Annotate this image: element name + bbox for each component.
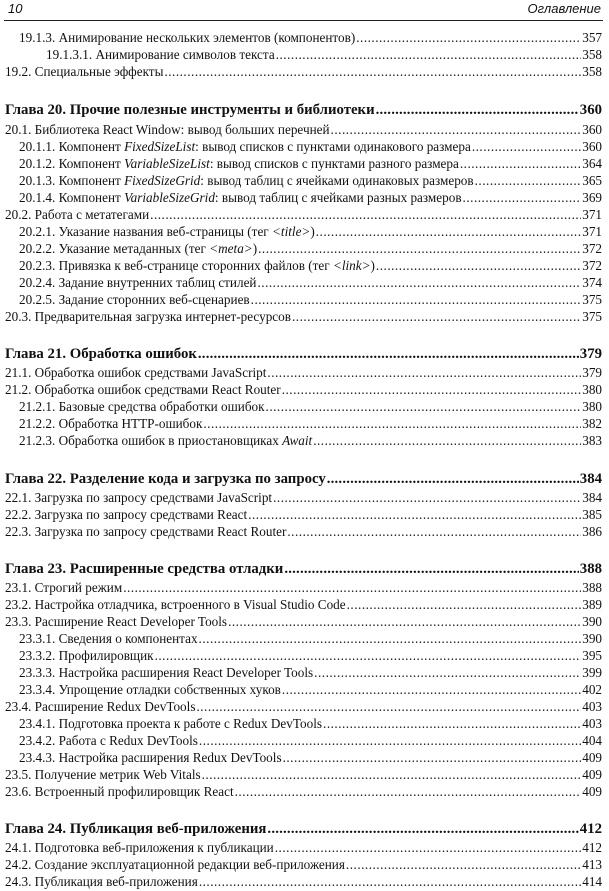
toc-entry <box>0 29 602 47</box>
toc-entry-title <box>5 698 195 716</box>
toc-entry-page: 372 <box>582 241 602 256</box>
toc-entry-title <box>19 291 250 309</box>
toc-entry-page: 364 <box>582 156 602 171</box>
toc-entry-page: 360 <box>582 139 602 154</box>
toc-entry-title-text: ) <box>252 241 258 256</box>
dot-leader <box>327 470 579 488</box>
toc-entry <box>0 308 602 326</box>
toc-entry-title-text: 23.3. Расширение React Developer Tools <box>5 614 228 629</box>
toc-entry-page: 358 <box>582 64 602 79</box>
dot-leader <box>282 681 581 699</box>
toc-entry-page: 371 <box>582 224 602 239</box>
toc-entry-title <box>19 415 202 433</box>
toc-entry-page: 374 <box>582 275 602 290</box>
toc-entry-title-text: Глава 23. Расширенные средства отладки <box>5 561 284 577</box>
toc-entry-page: 390 <box>582 614 602 629</box>
toc-entry-page: 375 <box>582 292 602 307</box>
toc-entry-title-text: 20.2.1. Указание названия веб-страницы (тег <box>19 224 273 239</box>
dot-leader <box>276 46 582 64</box>
toc-entry <box>0 630 602 648</box>
toc-entry <box>0 63 602 81</box>
dot-leader <box>164 63 581 81</box>
toc-entry-page: 358 <box>582 47 602 62</box>
toc-entry-page: 384 <box>582 490 602 505</box>
toc-entry <box>0 381 602 399</box>
dot-leader <box>203 415 581 433</box>
toc-entry <box>0 138 602 156</box>
toc-entry-title <box>5 381 281 399</box>
toc-entry-page: 384 <box>579 471 602 487</box>
dot-leader <box>463 189 582 207</box>
toc-entry-title-italic: VariableSizeGrid <box>124 190 215 205</box>
toc-entry <box>0 856 602 874</box>
toc-entry-page: 369 <box>582 190 602 205</box>
toc-entry-title-text: 21.2.2. Обработка HTTP-ошибок <box>19 416 203 431</box>
toc-entry-title-text: 20.1.4. Компонент <box>19 190 125 205</box>
toc-entry-title <box>5 560 283 578</box>
toc-entry-page: 403 <box>582 716 602 731</box>
dot-leader <box>267 364 581 382</box>
toc-entry-title <box>19 155 459 173</box>
toc-entry-title-text: 20.1. Библиотека React Window: вывод больших перечней <box>5 122 330 137</box>
toc-entry-title <box>5 206 149 224</box>
dot-leader <box>251 291 582 309</box>
toc-entry-page: 365 <box>582 173 602 188</box>
toc-entry <box>0 274 602 292</box>
toc-chapter <box>0 470 602 488</box>
toc-entry-title-text: 22.3. Загрузка по запросу средствами React Router <box>5 524 287 539</box>
toc-entry-title-text: 23.4.3. Настройка расширения Redux DevTools <box>19 750 282 765</box>
toc-entry-title-text: : вывод списков с пунктами одинакового размера <box>195 139 471 154</box>
toc-entry-title <box>5 345 197 363</box>
toc-entry-page: 409 <box>582 784 602 799</box>
toc-entry-title-text: 23.4. Расширение Redux DevTools <box>5 699 196 714</box>
toc-entry-title-text: 20.2. Работа с метатегами <box>5 207 150 222</box>
toc-entry-title-text: Глава 20. Прочие полезные инструменты и библиотеки <box>5 102 375 118</box>
toc-entry-title <box>19 732 198 750</box>
toc-entry-page: 380 <box>582 399 602 414</box>
toc-entry-title <box>5 523 286 541</box>
toc-entry-page: 385 <box>582 507 602 522</box>
toc-entry <box>0 523 602 541</box>
dot-leader <box>155 647 582 665</box>
toc-entry-title-text: 23.1. Строгий режим <box>5 580 123 595</box>
toc-entry <box>0 749 602 767</box>
toc-entry-title-text: 20.2.3. Привязка к веб-странице сторонних файлов (тег <box>19 258 333 273</box>
toc-entry-page: 390 <box>582 631 602 646</box>
toc-entry-title <box>5 783 234 801</box>
toc-entry-page: 399 <box>582 665 602 680</box>
dot-leader <box>356 29 581 47</box>
toc-entry-title <box>19 274 256 292</box>
toc-entry <box>0 240 602 258</box>
running-title: Оглавление <box>527 1 601 16</box>
toc-entry <box>0 291 602 309</box>
dot-leader <box>196 698 581 716</box>
dot-leader <box>275 839 581 857</box>
toc-entry-title <box>19 138 471 156</box>
dot-leader <box>267 820 578 838</box>
dot-leader <box>248 506 581 524</box>
toc-entry-title-italic: FixedSizeList <box>124 139 196 154</box>
toc-entry-title-italic: <link> <box>332 258 371 273</box>
toc-chapter <box>0 345 602 363</box>
dot-leader <box>347 596 582 614</box>
toc-entry <box>0 257 602 275</box>
toc-entry-page: 357 <box>582 30 602 45</box>
toc-entry-title-text: 20.2.2. Указание метаданных (тег <box>19 241 210 256</box>
toc-entry-title <box>5 839 274 857</box>
toc-entry-title <box>5 613 227 631</box>
toc-entry-title-text: : вывод таблиц с ячейками разных размеров <box>214 190 462 205</box>
dot-leader <box>257 274 581 292</box>
toc-entry-title-italic: <meta> <box>209 241 253 256</box>
toc-entry-title <box>19 664 313 682</box>
toc-entry-title-italic: Await <box>282 433 313 448</box>
toc-entry-title-text: 24.1. Подготовка веб-приложения к публикации <box>5 840 274 855</box>
toc-entry-page: 388 <box>579 561 602 577</box>
toc-entry-title-text: 19.1.3.1. Анимирование символов текста <box>46 47 275 62</box>
dot-leader <box>273 489 581 507</box>
toc-entry-title-text: 23.3.1. Сведения о компонентах <box>19 631 198 646</box>
toc-entry <box>0 172 602 190</box>
toc-entry-page: 412 <box>579 821 602 837</box>
toc-entry-title <box>19 432 312 450</box>
dot-leader <box>314 664 581 682</box>
toc-entry-page: 409 <box>582 750 602 765</box>
toc-entry-title-text: 20.1.1. Компонент <box>19 139 125 154</box>
toc-entry-title-text: 23.4.1. Подготовка проекта к работе с Redux DevTools <box>19 716 323 731</box>
toc-entry-page: 414 <box>582 874 602 889</box>
toc-entry-page: 412 <box>582 840 602 855</box>
toc-entry-title <box>19 630 198 648</box>
toc-entry-title <box>5 63 163 81</box>
toc-entry-title-text: 24.2. Создание эксплуатационной редакции веб-приложения <box>5 857 345 872</box>
dot-leader <box>266 398 582 416</box>
toc-entry-title-text: 20.3. Предварительная загрузка интернет-ресурсов <box>5 309 291 324</box>
toc-entry <box>0 506 602 524</box>
toc-entry-title <box>19 398 265 416</box>
toc-entry-title <box>5 101 375 119</box>
toc-entry <box>0 873 602 891</box>
toc-entry-page: 371 <box>582 207 602 222</box>
toc-entry-page: 395 <box>582 648 602 663</box>
dot-leader <box>199 732 581 750</box>
toc-entry-title-text: : вывод списков с пунктами разного размера <box>209 156 459 171</box>
toc-entry-title-text: Глава 24. Публикация веб-приложения <box>5 821 267 837</box>
toc-entry <box>0 647 602 665</box>
toc-entry-title <box>5 489 272 507</box>
toc-entry-page: 403 <box>582 699 602 714</box>
toc-entry-page: 389 <box>582 597 602 612</box>
toc-entry-title-text: 21.2.3. Обработка ошибок в приостановщиках <box>19 433 283 448</box>
toc-entry-title <box>19 29 355 47</box>
toc-entry <box>0 698 602 716</box>
toc-entry-title <box>5 766 201 784</box>
toc-entry-title-text: 24.3. Публикация веб-приложения <box>5 874 198 889</box>
toc-entry <box>0 664 602 682</box>
toc-entry-title-text: 23.6. Встроенный профилировщик React <box>5 784 234 799</box>
toc-entry-page: 402 <box>582 682 602 697</box>
toc-entry-title-text: 22.1. Загрузка по запросу средствами JavaScript <box>5 490 273 505</box>
toc-entry <box>0 155 602 173</box>
toc-entry-title <box>19 189 462 207</box>
toc-entry-title <box>19 715 322 733</box>
toc-entry-title <box>5 364 266 382</box>
dot-leader <box>150 206 581 224</box>
toc-chapter <box>0 560 602 578</box>
dot-leader <box>284 560 578 578</box>
dot-leader <box>475 172 582 190</box>
dot-leader <box>258 240 581 258</box>
toc-entry-title-text: : вывод таблиц с ячейками одинаковых размеров <box>200 173 474 188</box>
toc-entry-title-text: 19.2. Специальные эффекты <box>5 64 164 79</box>
toc-entry <box>0 189 602 207</box>
dot-leader <box>123 579 581 597</box>
dot-leader <box>323 715 581 733</box>
toc-entry-page: 404 <box>582 733 602 748</box>
toc-entry-title-text: 20.2.5. Задание сторонних веб-сценариев <box>19 292 250 307</box>
toc-entry-page: 409 <box>582 767 602 782</box>
toc-entry <box>0 223 602 241</box>
toc-entry <box>0 579 602 597</box>
toc-entry-title-text: 23.4.2. Работа с Redux DevTools <box>19 733 198 748</box>
toc-entry-page: 375 <box>582 309 602 324</box>
toc-entry <box>0 715 602 733</box>
toc-entry-title-text: 23.3.2. Профилировщик <box>19 648 154 663</box>
toc-entry <box>0 398 602 416</box>
toc-entry <box>0 206 602 224</box>
toc-entry-title <box>5 506 247 524</box>
toc-entry <box>0 364 602 382</box>
toc-entry-title <box>19 681 281 699</box>
toc-entry-page: 379 <box>579 346 602 362</box>
toc-entry <box>0 415 602 433</box>
toc-entry-title <box>19 240 257 258</box>
toc-entry-title-text: 21.2. Обработка ошибок средствами React Router <box>5 382 281 397</box>
dot-leader <box>287 523 581 541</box>
toc-entry-title-text: 23.3.4. Упрощение отладки собственных хуков <box>19 682 281 697</box>
toc-entry-title <box>19 257 375 275</box>
toc-entry-title-text: 21.1. Обработка ошибок средствами JavaScript <box>5 365 267 380</box>
toc-entry-page: 383 <box>582 433 602 448</box>
toc-entry <box>0 783 602 801</box>
dot-leader <box>376 101 579 119</box>
toc-entry-title-text: 19.1.3. Анимирование нескольких элементов (компонентов) <box>19 30 356 45</box>
dot-leader <box>376 257 581 275</box>
toc-entry-page: 380 <box>582 382 602 397</box>
dot-leader <box>235 783 582 801</box>
dot-leader <box>198 345 579 363</box>
toc-entry-page: 382 <box>582 416 602 431</box>
toc-entry-page: 388 <box>582 580 602 595</box>
toc-entry <box>0 489 602 507</box>
dot-leader <box>472 138 581 156</box>
toc-entry-title-italic: VariableSizeList <box>124 156 210 171</box>
toc-entry-title-italic: <title> <box>272 224 311 239</box>
toc-entry <box>0 766 602 784</box>
dot-leader <box>346 856 581 874</box>
toc-entry-title <box>5 470 326 488</box>
toc-entry-title-text: 23.2. Настройка отладчика, встроенного в Visual Studio Code <box>5 597 346 612</box>
toc-chapter <box>0 101 602 119</box>
toc-entry-title-text: 23.5. Получение метрик Web Vitals <box>5 767 201 782</box>
dot-leader <box>292 308 581 326</box>
toc-entry-page: 413 <box>582 857 602 872</box>
toc-entry-page: 386 <box>582 524 602 539</box>
toc-entry <box>0 46 602 64</box>
toc-entry <box>0 613 602 631</box>
toc-entry-title-text: 21.2.1. Базовые средства обработки ошибок <box>19 399 265 414</box>
dot-leader <box>460 155 581 173</box>
dot-leader <box>202 766 582 784</box>
toc-entry-title <box>46 46 275 64</box>
dot-leader <box>228 613 581 631</box>
toc-entry-title <box>5 873 198 891</box>
toc-entry-title <box>5 579 122 597</box>
toc-entry-page: 360 <box>579 102 602 118</box>
toc-entry-title-text: Глава 22. Разделение кода и загрузка по запросу <box>5 471 326 487</box>
toc-entry <box>0 732 602 750</box>
toc-chapter <box>0 820 602 838</box>
toc-entry-title-text: 20.1.2. Компонент <box>19 156 125 171</box>
toc-entry-title-italic: FixedSizeGrid <box>124 173 201 188</box>
toc-entry-page: 372 <box>582 258 602 273</box>
toc-entry-page: 379 <box>582 365 602 380</box>
toc-entry-title-text: Глава 21. Обработка ошибок <box>5 346 197 362</box>
toc-entry-title <box>5 596 346 614</box>
dot-leader <box>199 630 582 648</box>
dot-leader <box>331 121 582 139</box>
toc-entry-page: 360 <box>582 122 602 137</box>
toc-entry-title <box>19 749 282 767</box>
toc-entry-title-text: ) <box>370 258 375 273</box>
toc-entry <box>0 839 602 857</box>
toc-entry-title <box>19 223 315 241</box>
toc-entry-title-text: ) <box>310 224 315 239</box>
toc-entry-title <box>19 647 154 665</box>
toc-entry-title-text: 23.3.3. Настройка расширения React Developer Tools <box>19 665 314 680</box>
dot-leader <box>282 381 582 399</box>
toc-entry <box>0 432 602 450</box>
toc-entry <box>0 121 602 139</box>
dot-leader <box>283 749 582 767</box>
toc-entry-title <box>5 308 291 326</box>
page-number: 10 <box>8 1 23 16</box>
dot-leader <box>313 432 581 450</box>
toc-entry-title <box>5 820 266 838</box>
toc-entry <box>0 681 602 699</box>
toc-entry <box>0 596 602 614</box>
toc-entry-title <box>5 856 345 874</box>
toc-entry-title-text: 20.2.4. Задание внутренних таблиц стилей <box>19 275 257 290</box>
page-header <box>4 0 603 21</box>
toc-entry-title <box>5 121 330 139</box>
toc-entry-title-text: 20.1.3. Компонент <box>19 173 125 188</box>
dot-leader <box>316 223 581 241</box>
toc-entry-title-text: 22.2. Загрузка по запросу средствами React <box>5 507 248 522</box>
toc-entry-title <box>19 172 474 190</box>
dot-leader <box>199 873 581 891</box>
